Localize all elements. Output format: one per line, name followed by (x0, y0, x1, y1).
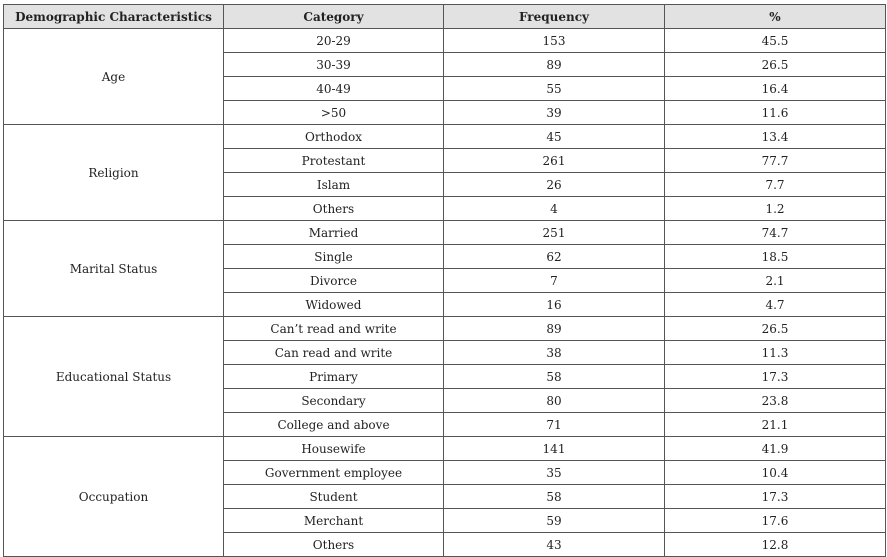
percent-cell: 26.5 (665, 53, 886, 77)
category-cell: Can read and write (224, 341, 444, 365)
category-cell: Primary (224, 365, 444, 389)
category-cell: >50 (224, 101, 444, 125)
percent-cell: 26.5 (665, 317, 886, 341)
percent-cell: 77.7 (665, 149, 886, 173)
frequency-cell: 55 (444, 77, 665, 101)
category-cell: Orthodox (224, 125, 444, 149)
category-cell: Housewife (224, 437, 444, 461)
percent-cell: 4.7 (665, 293, 886, 317)
percent-cell: 21.1 (665, 413, 886, 437)
group-label: Age (4, 29, 224, 125)
category-cell: Protestant (224, 149, 444, 173)
category-cell: 40-49 (224, 77, 444, 101)
frequency-cell: 16 (444, 293, 665, 317)
category-cell: Merchant (224, 509, 444, 533)
category-cell: Divorce (224, 269, 444, 293)
header-percent: % (665, 5, 886, 29)
frequency-cell: 141 (444, 437, 665, 461)
header-demographic-characteristics: Demographic Characteristics (4, 5, 224, 29)
percent-cell: 41.9 (665, 437, 886, 461)
table-row (4, 125, 886, 149)
percent-cell: 17.6 (665, 509, 886, 533)
percent-cell: 13.4 (665, 125, 886, 149)
group-label: Educational Status (4, 317, 224, 437)
category-cell: Secondary (224, 389, 444, 413)
percent-cell: 1.2 (665, 197, 886, 221)
percent-cell: 74.7 (665, 221, 886, 245)
table-row (4, 437, 886, 461)
table-body (4, 29, 886, 557)
percent-cell: 45.5 (665, 29, 886, 53)
category-cell: College and above (224, 413, 444, 437)
category-cell: Government employee (224, 461, 444, 485)
demographics-table (3, 4, 886, 557)
frequency-cell: 58 (444, 365, 665, 389)
percent-cell: 16.4 (665, 77, 886, 101)
category-cell: 20-29 (224, 29, 444, 53)
group-label: Religion (4, 125, 224, 221)
category-cell: Single (224, 245, 444, 269)
frequency-cell: 251 (444, 221, 665, 245)
table-row (4, 29, 886, 53)
frequency-cell: 80 (444, 389, 665, 413)
frequency-cell: 62 (444, 245, 665, 269)
category-cell: Can’t read and write (224, 317, 444, 341)
header-category: Category (224, 5, 444, 29)
frequency-cell: 89 (444, 317, 665, 341)
category-cell: Others (224, 197, 444, 221)
frequency-cell: 4 (444, 197, 665, 221)
group-label: Marital Status (4, 221, 224, 317)
frequency-cell: 58 (444, 485, 665, 509)
frequency-cell: 153 (444, 29, 665, 53)
category-cell: Others (224, 533, 444, 557)
category-cell: Married (224, 221, 444, 245)
frequency-cell: 7 (444, 269, 665, 293)
percent-cell: 7.7 (665, 173, 886, 197)
header-frequency: Frequency (444, 5, 665, 29)
table-row (4, 317, 886, 341)
category-cell: Student (224, 485, 444, 509)
frequency-cell: 89 (444, 53, 665, 77)
category-cell: 30-39 (224, 53, 444, 77)
frequency-cell: 71 (444, 413, 665, 437)
percent-cell: 17.3 (665, 485, 886, 509)
frequency-cell: 45 (444, 125, 665, 149)
percent-cell: 11.3 (665, 341, 886, 365)
percent-cell: 12.8 (665, 533, 886, 557)
frequency-cell: 59 (444, 509, 665, 533)
percent-cell: 18.5 (665, 245, 886, 269)
percent-cell: 10.4 (665, 461, 886, 485)
frequency-cell: 38 (444, 341, 665, 365)
percent-cell: 2.1 (665, 269, 886, 293)
category-cell: Islam (224, 173, 444, 197)
frequency-cell: 43 (444, 533, 665, 557)
percent-cell: 23.8 (665, 389, 886, 413)
percent-cell: 11.6 (665, 101, 886, 125)
frequency-cell: 39 (444, 101, 665, 125)
frequency-cell: 261 (444, 149, 665, 173)
percent-cell: 17.3 (665, 365, 886, 389)
category-cell: Widowed (224, 293, 444, 317)
table-row (4, 221, 886, 245)
group-label: Occupation (4, 437, 224, 557)
header-row (4, 5, 886, 29)
frequency-cell: 26 (444, 173, 665, 197)
frequency-cell: 35 (444, 461, 665, 485)
